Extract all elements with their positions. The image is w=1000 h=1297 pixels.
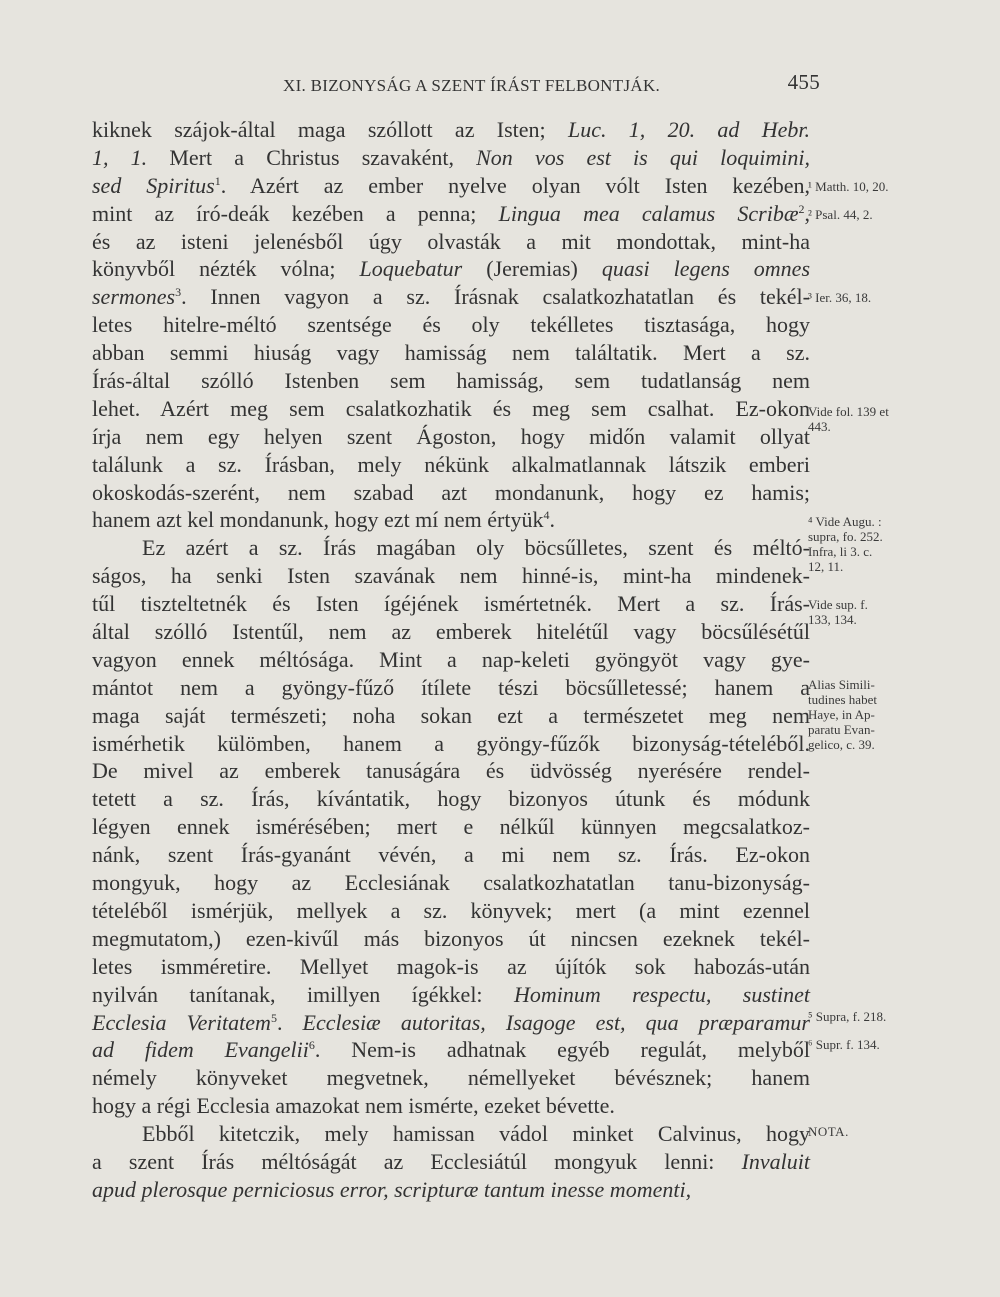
italic-text: Non vos est is qui loquimini, — [476, 144, 811, 170]
text-line — [92, 646, 810, 674]
text-line — [92, 841, 810, 869]
margin-note — [808, 1009, 886, 1024]
text-line — [92, 534, 810, 562]
text-line — [92, 339, 810, 367]
footnote-marker: 6 — [308, 1038, 315, 1053]
margin-note-line: 12, 11. — [808, 559, 844, 574]
margin-note-line: supra, fo. 252. — [808, 529, 883, 544]
text-run: . Innen vagyon a sz. Írásnak csalatkozhatatlan és tekél- — [181, 284, 810, 310]
text-run: okoskodás-szerént, nem szabad azt mondanunk, hogy ez hamis; — [92, 479, 810, 505]
text-run: hanem azt kel mondanunk, hogy ezt mí nem értyük — [92, 507, 544, 533]
text-run: találunk a sz. Írásban, mely nékünk alkalmatlannak látszik emberi — [92, 451, 810, 477]
italic-text: Lingua mea calamus Scribæ — [498, 200, 799, 226]
margin-note — [808, 404, 889, 434]
text-run: tűl tiszteltetnék és Isten ígéjének ismértetnék. Mert a sz. Írás- — [92, 591, 810, 617]
footnote-marker: 1 — [214, 173, 221, 188]
text-line — [92, 702, 810, 730]
text-run: hogy a régi Ecclesia amazokat nem ismérte, ezeket bévette. — [92, 1093, 615, 1119]
italic-text: Ecclesia Veritatem — [92, 1009, 271, 1035]
margin-note-line: ³ Ier. 36, 18. — [808, 290, 872, 305]
margin-note-line: Alias Simili- — [808, 677, 875, 692]
margin-note-line: Vide fol. 139 et — [808, 404, 889, 419]
margin-note-line: gelico, c. 39. — [808, 737, 875, 752]
text-line — [92, 451, 810, 479]
text-run: könyvből nézték vólna; — [92, 256, 360, 282]
text-line — [92, 674, 810, 702]
text-run: vagyon ennek méltósága. Mint a nap-keleti gyöngyöt vagy gye- — [92, 646, 810, 672]
margin-note-line: ⁶ Supr. f. 134. — [808, 1037, 880, 1052]
margin-note — [808, 514, 883, 574]
text-run: . — [276, 1009, 303, 1035]
text-run: letes ismméretire. Mellyet magok-is az újítók sok habozás-után — [92, 953, 810, 979]
text-run: némely könyveket megvetnek, némellyeket bévésznek; hanem — [92, 1065, 810, 1091]
text-run: nyilván tanítanak, imillyen ígékkel: — [92, 981, 514, 1007]
text-line — [92, 618, 810, 646]
margin-note-line: paratu Evan- — [808, 722, 875, 737]
text-line — [92, 869, 810, 897]
margin-note — [808, 290, 871, 305]
body-text — [92, 116, 810, 1204]
text-run: kiknek szájok-által maga szóllott az Isten; — [92, 117, 568, 142]
italic-text: sermones — [92, 284, 176, 310]
italic-text: apud plerosque perniciosus error, scripturæ tantum inesse momenti, — [92, 1176, 692, 1202]
text-run: Ez azért a sz. Írás magában oly böcsűlletes, szent és méltó- — [142, 535, 810, 561]
margin-note-line: 443. — [808, 419, 831, 434]
text-line — [92, 981, 810, 1009]
footnote-marker: 3 — [175, 285, 182, 300]
text-run: mántot nem a gyöngy-fűző ítílete tészi böcsűlletessé; hanem a — [92, 674, 810, 700]
margin-note-line: ¹ Matth. 10, 20. — [808, 179, 889, 194]
text-line — [92, 479, 810, 507]
text-line — [92, 925, 810, 953]
margin-note — [808, 179, 888, 194]
italic-text: Luc. 1, 20. ad Hebr. — [567, 117, 810, 142]
italic-text: sed Spiritus — [92, 172, 215, 198]
text-line — [92, 1120, 810, 1148]
margin-note — [808, 677, 877, 752]
text-line — [92, 1176, 810, 1204]
footnote-marker: 5 — [270, 1010, 277, 1025]
text-run: írja nem egy helyen szent Ágoston, hogy midőn valamit ollyat — [92, 423, 810, 449]
text-run: ságos, ha senki Isten szavának nem hinné-is, mint-ha mindenek- — [92, 563, 810, 589]
footnote-marker: 4 — [543, 508, 550, 523]
text-line — [92, 116, 810, 144]
footnote-marker: 2 — [798, 201, 805, 216]
text-line — [92, 311, 810, 339]
italic-text: Invaluit — [741, 1148, 810, 1174]
text-run: letes hitelre-méltó szentsége és oly tekélletes tisztasága, hogy — [92, 312, 810, 338]
italic-text: Loquebatur — [359, 256, 463, 282]
text-line — [92, 562, 810, 590]
text-line — [92, 730, 810, 758]
margin-note-line: Haye, in Ap- — [808, 707, 875, 722]
italic-text: Hominum respectu, sustinet — [513, 981, 811, 1007]
text-line — [92, 367, 810, 395]
text-run: Ebből kitetczik, mely hamissan vádol minket Calvinus, hogy — [142, 1121, 810, 1147]
text-run: De mivel az emberek tanuságára és üdvösség nyerésére rendel- — [92, 758, 810, 784]
margin-note — [808, 207, 873, 222]
text-run: megmutatom,) ezen-kivűl más bizonyos út nincsen ezeknek tekél- — [92, 925, 810, 951]
margin-note-line: 133, 134. — [808, 612, 857, 627]
text-run: mongyuk, hogy az Ecclesiának csalatkozhatatlan tanu-bizonyság- — [92, 870, 810, 896]
text-run: . — [549, 507, 555, 533]
text-line — [92, 283, 810, 311]
margin-note — [808, 597, 868, 627]
text-line — [92, 785, 810, 813]
text-line — [92, 897, 810, 925]
margin-note-line: Infra, li 3. c. — [808, 544, 873, 559]
text-line — [92, 200, 810, 228]
text-run: . Azért az ember nyelve olyan vólt Isten kezében, — [220, 172, 810, 198]
text-line — [92, 506, 810, 534]
text-line — [92, 1009, 810, 1037]
text-run: lehet. Azért meg sem csalatkozhatik és meg sem csalhat. Ez-okon — [92, 395, 810, 421]
text-line — [92, 172, 810, 200]
text-line — [92, 144, 810, 172]
text-line — [92, 813, 810, 841]
margin-note-line: ⁵ Supra, f. 218. — [808, 1009, 887, 1024]
text-run: légyen ennek ismérésében; mert e nélkűl künnyen megcsalatkoz- — [92, 814, 810, 840]
text-run: és az isteni jelenésből úgy olvasták a mit mondottak, mint-ha — [92, 228, 810, 254]
italic-text: Ecclesiæ autoritas, Isagoge est, qua præparamur — [302, 1009, 810, 1035]
italic-text: quasi legens omnes — [601, 256, 811, 282]
text-run: ismérhetik külömben, hanem a gyöngy-fűzők bizonyság-tételéből. — [92, 730, 810, 756]
italic-text: 1, 1. — [92, 144, 148, 170]
text-run: Mert a Christus szavaként, — [147, 144, 477, 170]
text-run: (Jeremias) — [462, 256, 602, 282]
running-title: XI. BIZONYSÁG A SZENT ÍRÁST FELBONTJÁK. — [283, 76, 661, 95]
text-line — [92, 228, 810, 256]
text-line — [92, 395, 810, 423]
text-line — [92, 953, 810, 981]
text-run: Írás-által szólló Istenben sem hamisság, sem tudatlanság nem — [92, 368, 810, 394]
margin-note-line: ⁴ Vide Augu. : — [808, 514, 882, 529]
page-number: 455 — [787, 70, 820, 94]
text-run: nánk, szent Írás-gyanánt vévén, a mi nem sz. Írás. Ez-okon — [92, 842, 810, 868]
text-run: maga saját természeti; noha sokan ezt a természetet meg nem — [92, 702, 810, 728]
text-run: tetett a sz. Írás, kívántatik, hogy bizonyos útunk és módunk — [92, 786, 810, 812]
text-run: mint az író-deák kezében a penna; — [92, 200, 499, 226]
running-head — [90, 70, 820, 100]
text-run: abban semmi hiuság vagy hamisság nem találtatik. Mert a sz. — [92, 340, 810, 366]
text-line — [92, 423, 810, 451]
margin-note-line: ² Psal. 44, 2. — [808, 207, 873, 222]
margin-note-line: Vide sup. f. — [808, 597, 868, 612]
text-line — [92, 1036, 810, 1064]
margin-note — [808, 1124, 849, 1139]
text-line — [92, 1092, 810, 1120]
text-run: . Nem-is adhatnak egyéb regulát, melyből — [314, 1037, 810, 1063]
italic-text: ad fidem Evangelii — [92, 1037, 309, 1063]
text-run: által szólló Istentűl, nem az emberek hitelétűl vagy böcsűlésétűl — [92, 619, 810, 645]
text-run: a szent Írás méltóságát az Ecclesiátúl mongyuk lenni: — [92, 1148, 742, 1174]
margin-note-line: tudines habet — [808, 692, 877, 707]
text-run: , — [804, 200, 810, 226]
margin-note — [808, 1037, 880, 1052]
text-run: tételéből ismérjük, mellyek a sz. könyvek; mert (a mint ezennel — [92, 897, 810, 923]
text-line — [92, 1148, 810, 1176]
text-line — [92, 1064, 810, 1092]
margin-note-line: NOTA. — [808, 1124, 849, 1139]
text-line — [92, 255, 810, 283]
text-line — [92, 757, 810, 785]
text-line — [92, 590, 810, 618]
